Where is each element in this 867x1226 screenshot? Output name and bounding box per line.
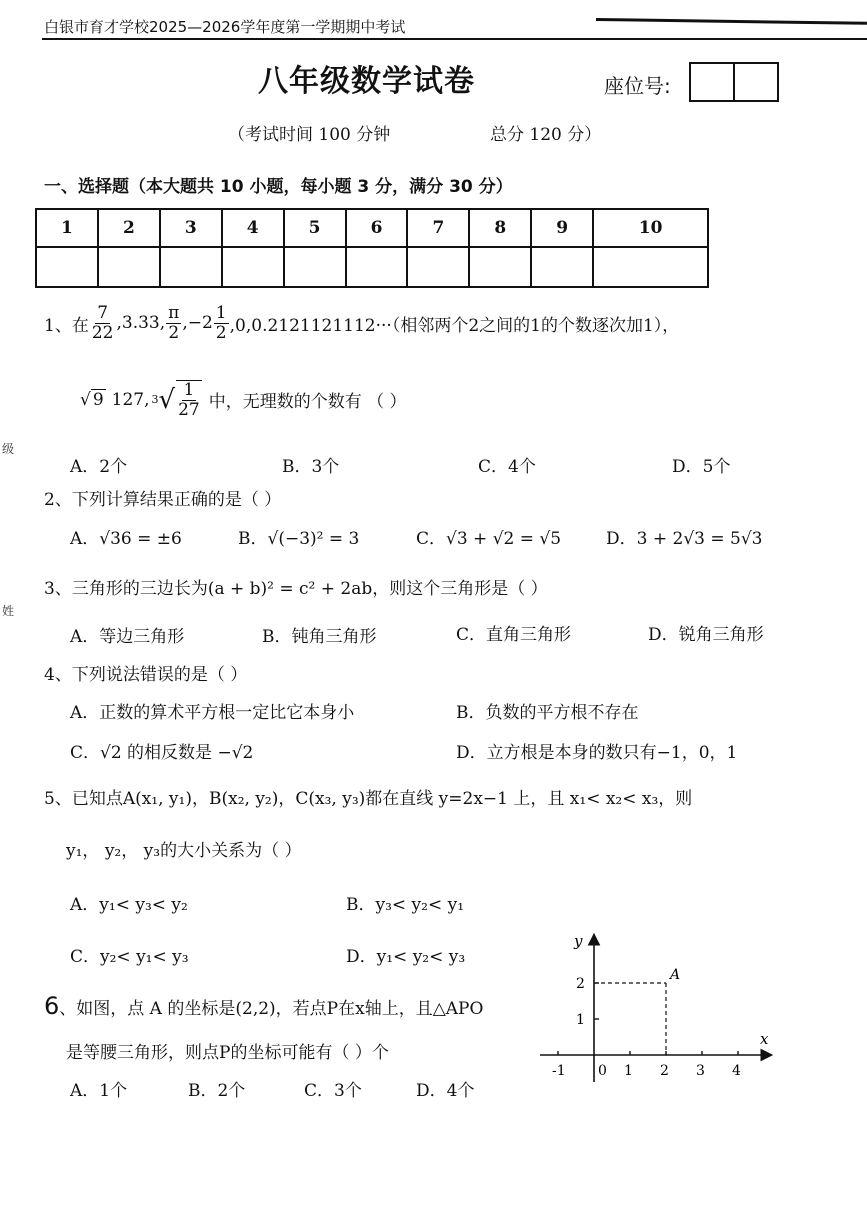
answer-table-blank-row — [36, 247, 708, 287]
header-rule — [42, 38, 867, 40]
answer-cell[interactable] — [593, 247, 708, 287]
fraction-numerator: 1 — [183, 380, 195, 400]
answer-cell[interactable] — [531, 247, 593, 287]
q1-sqrt-9: 9 — [92, 390, 104, 411]
answer-cell[interactable] — [36, 247, 98, 287]
fraction-denominator: 2 — [168, 322, 180, 343]
answer-col-10: 10 — [593, 209, 708, 247]
q1-line2-mid: 127, — [111, 389, 150, 410]
answer-cell[interactable] — [98, 247, 160, 287]
answer-cell[interactable] — [222, 247, 284, 287]
q3-stem: 3、三角形的三边长为(a + b)² = c² + 2ab，则这个三角形是（ ） — [44, 579, 548, 599]
seat-box-1[interactable] — [689, 62, 735, 102]
q6-stem-line1 — [44, 992, 483, 1020]
q3-option-b[interactable]: B．钝角三角形 — [262, 627, 377, 647]
x-tick-label: 0 — [598, 1063, 607, 1079]
q1-option-a[interactable]: A．2个 — [70, 457, 128, 477]
q3-option-a[interactable]: A．等边三角形 — [70, 627, 185, 647]
fraction-numerator: 7 — [97, 303, 109, 323]
answer-col-3: 3 — [160, 209, 222, 247]
answer-col-9: 9 — [531, 209, 593, 247]
q4-option-b[interactable]: B．负数的平方根不存在 — [456, 703, 639, 723]
q6-option-c[interactable]: C．3个 — [304, 1081, 362, 1101]
answer-col-8: 8 — [469, 209, 531, 247]
q5-option-c[interactable]: C．y₂< y₁< y₃ — [70, 947, 189, 967]
page-title: 八年级数学试卷 — [258, 64, 475, 99]
q4-option-d[interactable]: D．立方根是本身的数只有−1，0，1 — [456, 743, 738, 763]
q1-option-b[interactable]: B．3个 — [282, 457, 340, 477]
margin-mark-name: 姓 — [2, 604, 15, 618]
fraction-numerator: π — [168, 303, 180, 323]
q2-option-c[interactable]: C．√3 + √2 = √5 — [416, 529, 562, 549]
q1-fraction-7-22 — [90, 304, 116, 342]
q1-line1 — [44, 304, 679, 342]
q1-prefix: 1、在 — [44, 315, 89, 336]
seat-box-2[interactable] — [733, 62, 779, 102]
q6-option-d[interactable]: D．4个 — [416, 1081, 475, 1101]
answer-col-7: 7 — [407, 209, 469, 247]
q3-option-d[interactable]: D．锐角三角形 — [648, 625, 764, 645]
q3-option-c[interactable]: C．直角三角形 — [456, 625, 572, 645]
q6-stem-line2: 是等腰三角形，则点P的坐标可能有（ ）个 — [66, 1043, 389, 1063]
x-tick-label: 1 — [624, 1063, 633, 1079]
answer-col-2: 2 — [98, 209, 160, 247]
x-tick-label: 2 — [660, 1063, 669, 1079]
y-axis-label: y — [574, 932, 583, 950]
answer-cell[interactable] — [346, 247, 408, 287]
q2-option-d[interactable]: D．3 + 2√3 = 5√3 — [606, 529, 763, 549]
q1-fraction-1-27 — [176, 380, 202, 419]
q4-option-a[interactable]: A．正数的算术平方根一定比它本身小 — [70, 703, 355, 723]
q5-stem-line2: y₁， y₂， y₃的大小关系为（ ） — [66, 841, 302, 861]
fraction-numerator: 1 — [215, 303, 227, 323]
q1-num-segment-2: ,−2 — [182, 313, 213, 334]
fraction-denominator: 2 — [215, 322, 227, 343]
q1-fraction-1-2 — [214, 304, 229, 342]
q5-option-a[interactable]: A．y₁< y₃< y₂ — [70, 895, 188, 915]
q5-stem-line1: 5、已知点A(x₁, y₁)，B(x₂, y₂)，C(x₃, y₃)都在直线 y=2x−1 上，且 x₁< x₂< x₃，则 — [44, 789, 693, 809]
fraction-denominator: 27 — [178, 399, 200, 420]
y-tick-label: 1 — [576, 1012, 585, 1028]
q6-number: 6 — [44, 992, 60, 1020]
margin-mark-class: 级 — [2, 442, 15, 456]
q2-option-b[interactable]: B．√(−3)² = 3 — [238, 529, 360, 549]
x-tick-label: 3 — [696, 1063, 705, 1079]
answer-cell[interactable] — [469, 247, 531, 287]
header-pen-stroke — [596, 18, 867, 25]
q4-option-c[interactable]: C．√2 的相反数是 −√2 — [70, 743, 254, 763]
answer-col-5: 5 — [284, 209, 346, 247]
q6-option-a[interactable]: A．1个 — [70, 1081, 128, 1101]
axis-ticks — [552, 976, 741, 1079]
sqrt-icon: √ — [80, 389, 91, 410]
q4-stem: 4、下列说法错误的是（ ） — [44, 665, 248, 685]
q1-num-segment-3: ,0,0.2121121112···（相邻两个2之间的1的个数逐次加1）， — [229, 315, 680, 336]
exam-time: （考试时间 100 分钟 — [228, 125, 391, 145]
answer-col-1: 1 — [36, 209, 98, 247]
answer-table-header — [36, 209, 708, 247]
y-tick-label: 2 — [576, 976, 585, 992]
x-tick-label: 4 — [732, 1063, 741, 1079]
q5-option-d[interactable]: D．y₁< y₂< y₃ — [346, 947, 466, 967]
answer-cell[interactable] — [407, 247, 469, 287]
cube-root-icon: √ — [158, 384, 176, 415]
q5-option-b[interactable]: B．y₃< y₂< y₁ — [346, 895, 465, 915]
q6-option-b[interactable]: B．2个 — [188, 1081, 246, 1101]
seat-label: 座位号: — [604, 74, 671, 98]
q1-line2-suffix: 中，无理数的个数有 （ ） — [208, 392, 407, 413]
q2-stem: 2、下列计算结果正确的是（ ） — [44, 490, 282, 510]
school-header: 白银市育才学校2025—2026学年度第一学期期中考试 — [44, 18, 406, 36]
answer-table — [35, 208, 709, 288]
q1-cube-index: 3 — [151, 393, 159, 407]
q1-fraction-pi-2 — [166, 304, 181, 342]
exam-total: 总分 120 分） — [490, 125, 602, 145]
answer-cell[interactable] — [284, 247, 346, 287]
x-tick-label: -1 — [552, 1063, 566, 1079]
q2-option-a[interactable]: A．√36 = ±6 — [70, 529, 182, 549]
section-heading: 一、选择题（本大题共 10 小题，每小题 3 分，满分 30 分） — [44, 177, 513, 197]
point-a-label: A — [670, 967, 681, 983]
answer-cell[interactable] — [160, 247, 222, 287]
fraction-denominator: 22 — [91, 322, 114, 343]
q1-option-d[interactable]: D．5个 — [672, 457, 731, 477]
q6-stem-text: 、如图，点 A 的坐标是(2,2)，若点P在x轴上，且△APO — [59, 999, 484, 1019]
q1-option-c[interactable]: C．4个 — [478, 457, 536, 477]
answer-col-6: 6 — [346, 209, 408, 247]
q1-num-segment-1: ,3.33, — [116, 313, 166, 334]
coordinate-graph — [536, 930, 786, 1090]
q1-line2 — [80, 380, 407, 419]
x-axis-label: x — [760, 1030, 769, 1048]
answer-col-4: 4 — [222, 209, 284, 247]
